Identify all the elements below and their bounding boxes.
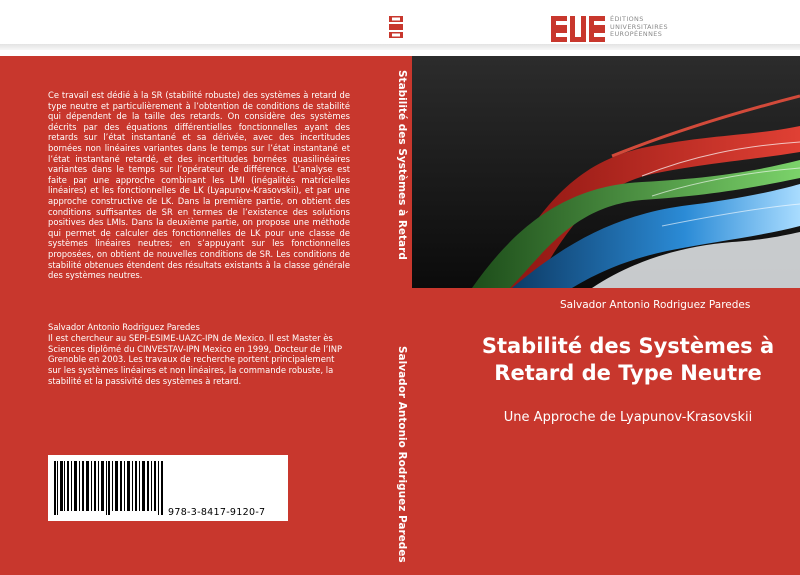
barcode-bars: [54, 461, 164, 515]
back-cover-summary: Ce travail est dédié à la SR (stabilité robuste) des systèmes à retard de type neutre et particulièrement à l’obtention de conditions de stabilité qui dépendent de la taille des retards. On considère des systèmes décrits par des équations différentielles fonctionnelles ayant des retards sur l’état instantané et sa dérivée, avec des incertitudes bornées non linéaires variantes dans le temps sur l’état instantané et l’état instantané retardé, et des incertitudes bornées quasilinéaires variantes dans le temps sur l’opérateur de différence. L’analyse est faite par une approche combinant les LMI (inégalités matricielles linéaires) et les fonctionnelles de LK (Lyapunov-Krasovskii), et par une approche constructive de LK. Dans la première partie, on obtient des conditions suffisantes de SR en termes de l’existence des solutions positives des LMIs. Dans la deuxième partie, on propose une méthode qui permet de calculer des fonctionnelles de LK pour une classe de systèmes linéaires neutres; en s’appuyant sur les fonctionnelles proposées, on obtient de nouvelles conditions de SR. Les conditions de stabilité obtenues étendent des résultats existants à la classe générale des systèmes neutres.: [48, 90, 350, 281]
book-title-line-1: Stabilité des Systèmes à: [481, 334, 775, 358]
author-bio: [48, 322, 348, 387]
spine-title: Stabilité des Systèmes à Retard: [396, 70, 408, 260]
eue-logo: [551, 14, 607, 44]
book-title: [478, 333, 778, 387]
bio-author-name: Salvador Antonio Rodriguez Paredes: [48, 322, 200, 332]
cover-artwork: [412, 56, 800, 288]
publisher-line-2: UNIVERSITAIRES: [610, 22, 668, 31]
abstract-wave-illustration: [412, 56, 800, 288]
book-title-line-2: Retard de Type Neutre: [494, 361, 762, 385]
spine-author: Salvador Antonio Rodriguez Paredes: [396, 346, 408, 563]
publisher-line-1: ÉDITIONS: [610, 15, 644, 23]
publisher-line-3: EUROPÉENNES: [610, 30, 663, 39]
isbn: 978-3-8417-9120-7: [168, 507, 266, 518]
front-author: Salvador Antonio Rodriguez Paredes: [560, 299, 751, 311]
bio-text: Il est chercheur au SEPI-ESIME-UAZC-IPN de Mexico. Il est Master ès Sciences diplômé du CINVESTAV-IPN Mexico en 1999, Docteur de l’INP Grenoble en 2003. Les travaux de recherche portent principalement sur les systèmes linéaires et non linéaires, la commande robuste, la stabilité et la passivité des systèmes à retard.: [48, 332, 343, 386]
publisher-name: [610, 16, 668, 39]
top-divider: [0, 44, 800, 50]
book-subtitle: Une Approche de Lyapunov-Krasovskii: [503, 410, 753, 425]
spine-logo: [389, 16, 403, 38]
